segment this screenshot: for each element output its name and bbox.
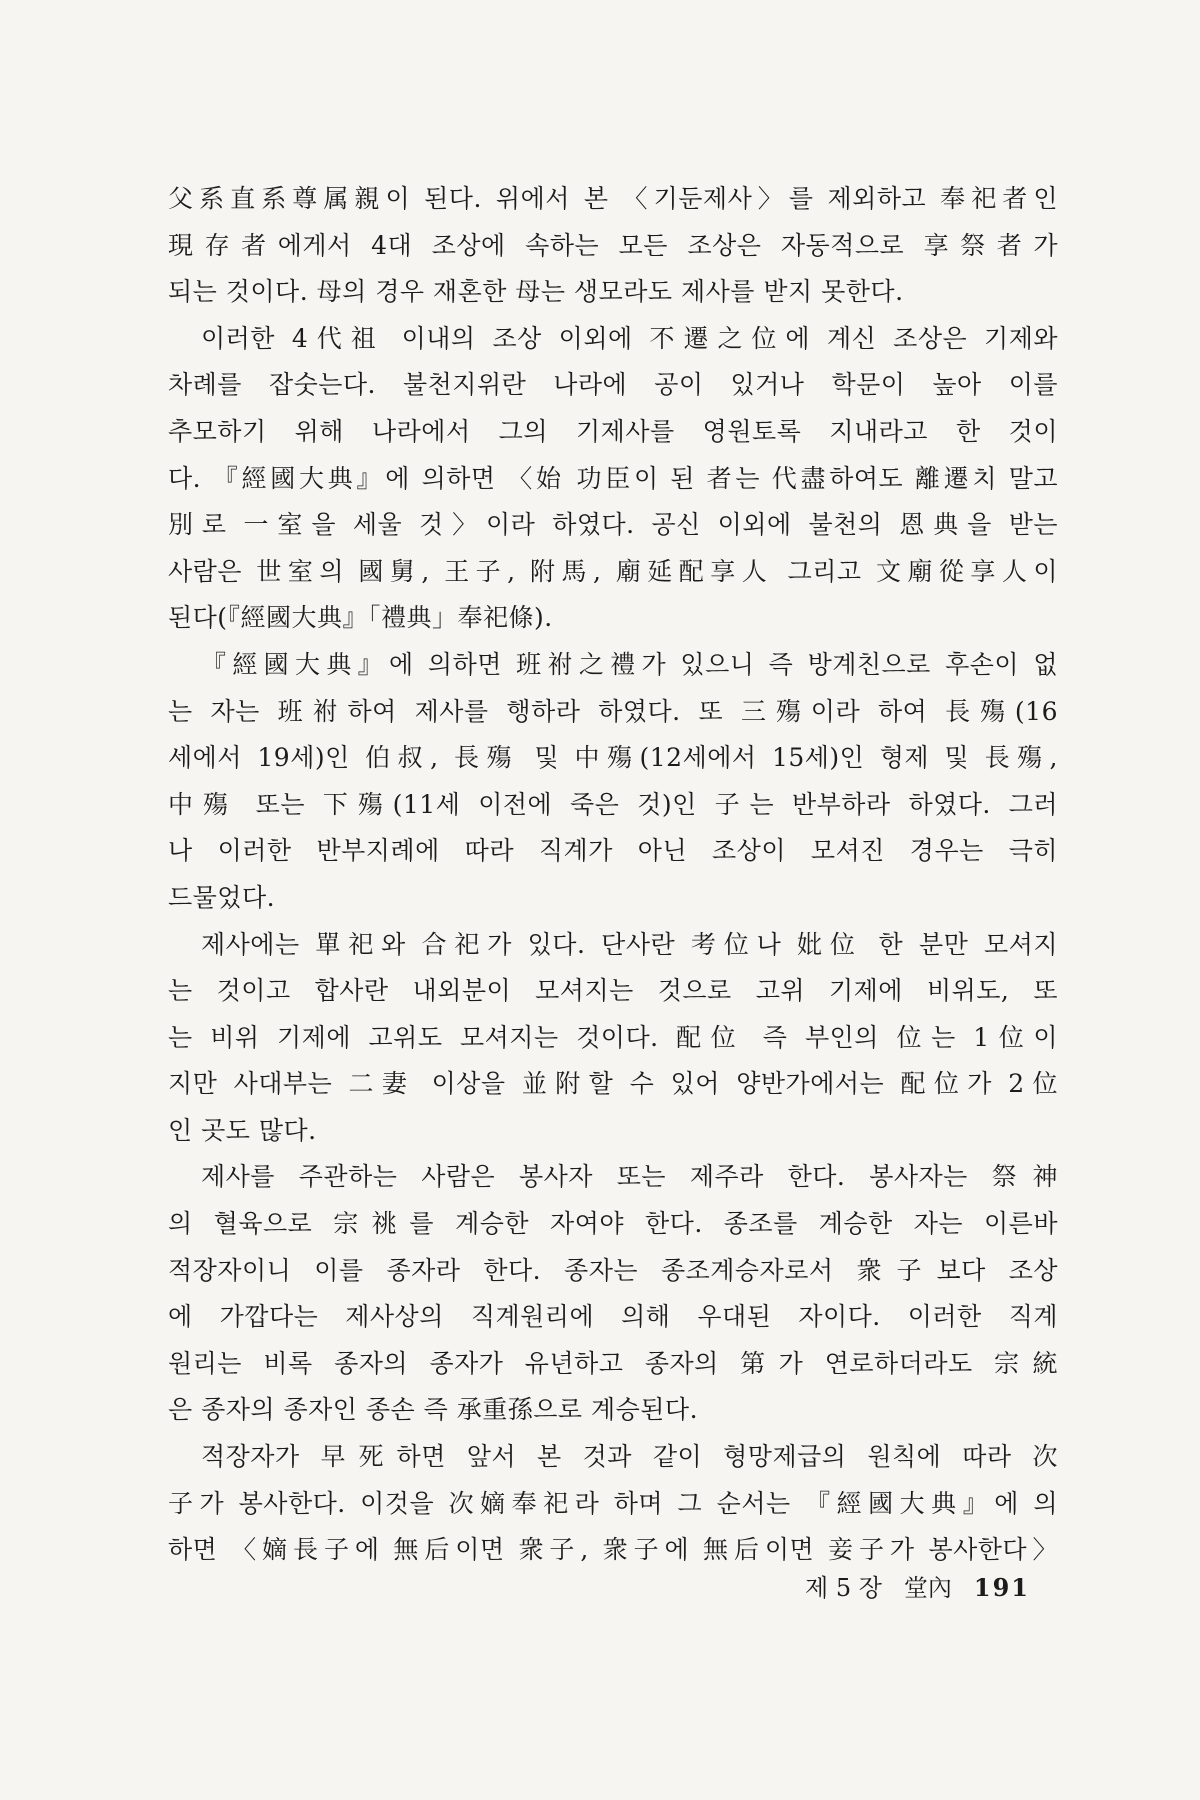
text-line: 『經國大典』에 의하면 班祔之禮가 있으니 즉 방계친으로 후손이 없 (201, 649, 1058, 679)
text-line: 사람은 世室의 國舅, 王子, 附馬, 廟延配享人 그리고 文廟從享人이 (168, 556, 1058, 586)
text-line: 제사를 주관하는 사람은 봉사자 또는 제주라 한다. 봉사자는 祭神 (201, 1162, 1058, 1192)
text-line: 別로 一室을 세울 것〉이라 하였다. 공신 이외에 불천의 恩典을 받는 (168, 510, 1058, 540)
text-line: 는 비위 기제에 고위도 모셔지는 것이다. 配位 즉 부인의 位는 1位이 (168, 1022, 1058, 1052)
text-line: 추모하기 위해 나라에서 그의 기제사를 영원토록 지내라고 한 것이 (168, 416, 1058, 446)
text-line: 다. 『經國大典』에 의하면 〈始 功臣이 된 者는 代盡하여도 離遷치 말고 (168, 463, 1058, 493)
text-line: 원리는 비록 종자의 종자가 유년하고 종자의 第가 연로하더라도 宗統 (168, 1348, 1058, 1378)
text-line: 의 혈육으로 宗祧를 계승한 자여야 한다. 종조를 계승한 자는 이른바 (168, 1209, 1058, 1239)
text-line: 父系直系尊属親이 된다. 위에서 본 〈기둔제사〉를 제외하고 奉祀者인 (168, 184, 1058, 213)
text-line: 現存者에게서 4대 조상에 속하는 모든 조상은 자동적으로 享祭者가 (168, 230, 1058, 260)
text-line: 이러한 4代祖 이내의 조상 이외에 不遷之位에 계신 조상은 기제와 (201, 323, 1058, 353)
text-line: 는 자는 班祔하여 제사를 행하라 하였다. 또 三殤이라 하여 長殤(16 (168, 696, 1058, 726)
chapter-label: 제 5 장 (805, 1574, 882, 1602)
text-line: 하면 〈嫡長子에 無后이면 衆子, 衆子에 無后이면 妾子가 봉사한다〉 (168, 1535, 1058, 1565)
text-line: 제사에는 單祀와 合祀가 있다. 단사란 考位나 妣位 한 분만 모셔지 (201, 929, 1058, 959)
text-line: 적장자가 早死하면 앞서 본 것과 같이 형망제급의 원칙에 따라 次 (201, 1442, 1058, 1472)
text-line: 된다(『經國大典』「禮典」奉祀條). (168, 603, 553, 633)
chapter-title: 堂內 (903, 1574, 952, 1602)
text-line: 지만 사대부는 二妻 이상을 並附할 수 있어 양반가에서는 配位가 2位 (168, 1069, 1058, 1099)
page-number: 191 (973, 1573, 1031, 1602)
text-line: 는 것이고 합사란 내외분이 모셔지는 것으로 고위 기제에 비위도, 또 (168, 976, 1058, 1006)
body-text (168, 176, 1058, 1574)
page-footer (805, 1568, 1055, 1603)
text-line: 에 가깝다는 제사상의 직계원리에 의해 우대된 자이다. 이러한 직계 (168, 1302, 1058, 1332)
text-line: 子가 봉사한다. 이것을 次嫡奉祀라 하며 그 순서는 『經國大典』에 의 (168, 1488, 1058, 1518)
text-line: 드물었다. (168, 882, 276, 912)
text-line: 차례를 잡숫는다. 불천지위란 나라에 공이 있거나 학문이 높아 이를 (168, 370, 1058, 400)
text-line: 中殤 또는 下殤(11세 이전에 죽은 것)인 子는 반부하라 하였다. 그러 (168, 789, 1058, 819)
text-line: 세에서 19세)인 伯叔, 長殤 및 中殤(12세에서 15세)인 형제 및 長殤, (168, 743, 1058, 773)
text-line: 나 이러한 반부지례에 따라 직계가 아닌 조상이 모셔진 경우는 극히 (168, 836, 1058, 866)
text-line: 은 종자의 종자인 종손 즉 承重孫으로 계승된다. (168, 1395, 699, 1425)
text-line: 적장자이니 이를 종자라 한다. 종자는 종조계승자로서 衆子보다 조상 (168, 1255, 1058, 1285)
text-line: 되는 것이다. 母의 경우 재혼한 母는 생모라도 제사를 받지 못한다. (168, 277, 904, 307)
text-line: 인 곳도 많다. (168, 1115, 317, 1145)
